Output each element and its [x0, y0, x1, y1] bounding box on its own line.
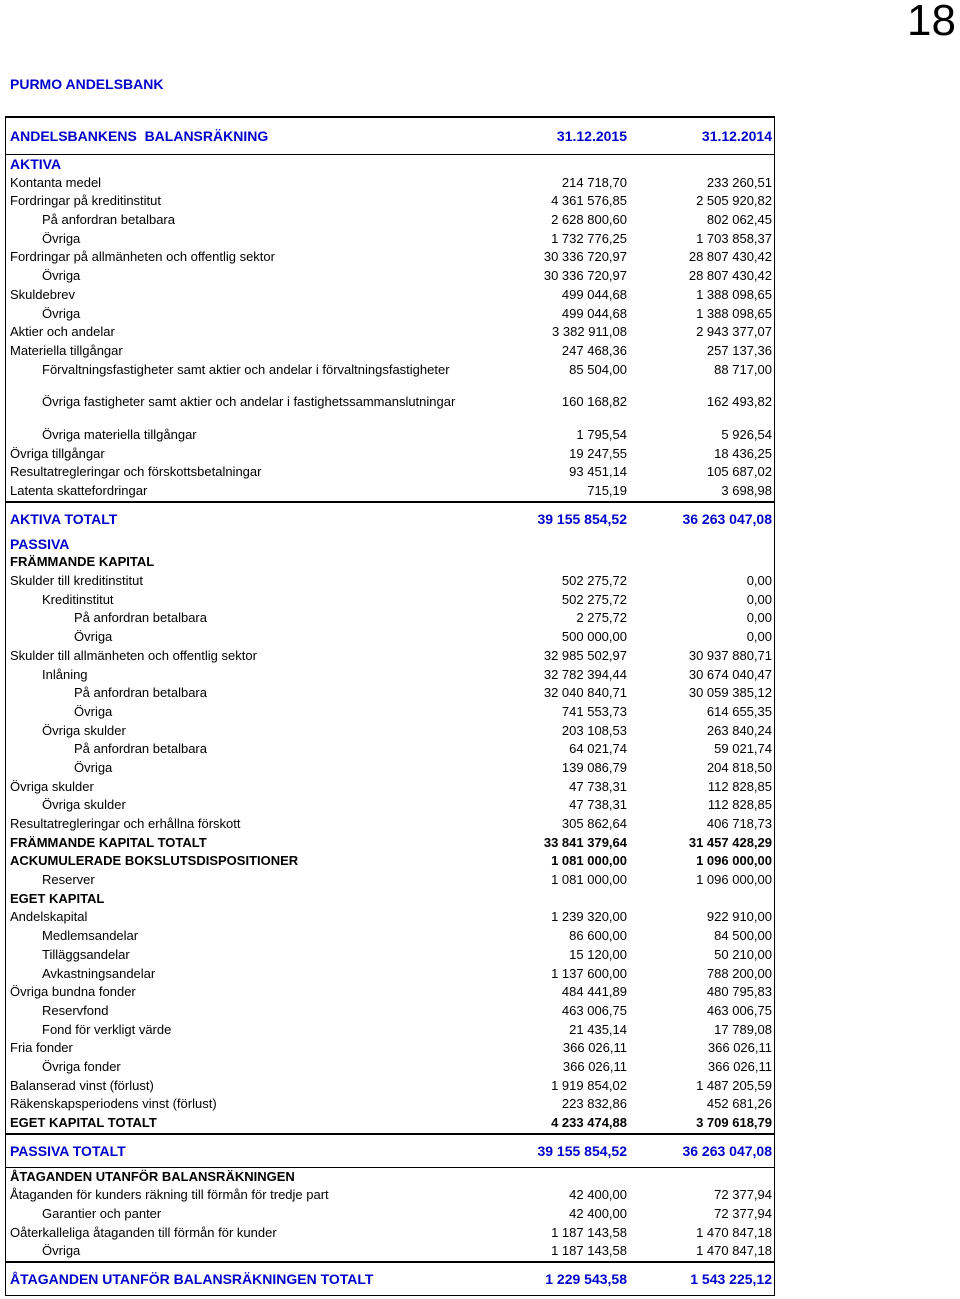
- value-2015: 30 336 720,97: [543, 249, 627, 265]
- row-label: Avkastningsandelar: [42, 965, 156, 981]
- value-2014: 59 021,74: [714, 741, 772, 757]
- value-2014: 366 026,11: [707, 1040, 772, 1056]
- table-row: [6, 230, 774, 249]
- table-row: [6, 684, 774, 703]
- value-2015: 1 919 854,02: [551, 1077, 627, 1093]
- row-label: Andelskapital: [10, 909, 88, 925]
- row-label: På anfordran betalbara: [74, 741, 207, 757]
- row-label: Övriga skulder: [10, 778, 94, 794]
- table-row: [6, 609, 774, 628]
- table-row: [6, 412, 774, 426]
- table-row: [6, 1134, 774, 1168]
- table-row: [6, 908, 774, 927]
- value-2014: 36 263 047,08: [682, 1142, 772, 1159]
- row-label: Resultatregleringar och förskottsbetalningar: [10, 464, 262, 480]
- table-row: [6, 1242, 774, 1262]
- value-2015: 203 108,53: [561, 722, 627, 738]
- value-2015: 139 086,79: [561, 759, 627, 775]
- row-label: Tilläggsandelar: [42, 946, 130, 962]
- table-row: [6, 267, 774, 286]
- row-label: Övriga skulder: [42, 722, 126, 738]
- table-row: [6, 666, 774, 685]
- row-label: Skuldebrev: [10, 286, 76, 302]
- table-row: [6, 1224, 774, 1243]
- row-label: Åtaganden för kunders räkning till förmån för tredje part: [10, 1187, 329, 1203]
- value-2014: 72 377,94: [714, 1187, 772, 1203]
- value-2015: 499 044,68: [561, 286, 627, 302]
- value-2014: 3 709 618,79: [696, 1115, 772, 1130]
- value-2014: 1 388 098,65: [696, 305, 772, 321]
- value-2014: 30 674 040,47: [688, 666, 772, 682]
- row-label: Oåterkalleliga åtaganden till förmån för kunder: [10, 1224, 277, 1240]
- table-row: [6, 927, 774, 946]
- value-2014: 1 703 858,37: [696, 230, 772, 246]
- value-2015: 1 795,54: [576, 426, 627, 442]
- table-row: [6, 445, 774, 464]
- row-label: Övriga materiella tillgångar: [42, 426, 197, 442]
- value-2015: 463 006,75: [561, 1002, 627, 1018]
- value-2015: 39 155 854,52: [537, 1142, 627, 1159]
- table-row: [6, 155, 774, 174]
- value-2014: 36 263 047,08: [682, 510, 772, 527]
- value-2014: 17 789,08: [714, 1021, 772, 1037]
- value-2014: 1 470 847,18: [696, 1243, 772, 1259]
- table-row: [6, 778, 774, 797]
- row-label: Övriga: [42, 1243, 81, 1259]
- row-label: Fond för verkligt värde: [42, 1021, 172, 1037]
- value-2014: 922 910,00: [706, 909, 772, 925]
- value-2015: 15 120,00: [569, 946, 627, 962]
- value-2014: 112 828,85: [707, 797, 772, 813]
- value-2014: 84 500,00: [714, 928, 772, 944]
- row-label: Fria fonder: [10, 1040, 73, 1056]
- value-2014: 204 818,50: [706, 759, 772, 775]
- value-2015: 502 275,72: [561, 573, 627, 589]
- table-body: [6, 155, 774, 1295]
- table-row: [6, 211, 774, 230]
- table-row: [6, 759, 774, 778]
- value-2015: 741 553,73: [561, 703, 627, 719]
- value-2015: 32 040 840,71: [543, 685, 627, 701]
- value-2015: 39 155 854,52: [537, 510, 627, 527]
- table-row: [6, 502, 774, 535]
- value-2015: 160 168,82: [561, 394, 627, 410]
- row-label: Övriga: [74, 629, 113, 645]
- row-label: EGET KAPITAL TOTALT: [10, 1115, 157, 1130]
- value-2014: 1 388 098,65: [696, 286, 772, 302]
- table-row: [6, 463, 774, 482]
- row-label: EGET KAPITAL: [10, 890, 105, 906]
- value-2015: 42 400,00: [569, 1187, 627, 1203]
- row-label: På anfordran betalbara: [74, 685, 207, 701]
- value-2014: 2 943 377,07: [696, 324, 772, 340]
- row-label: ÅTAGANDEN UTANFÖR BALANSRÄKNINGEN: [10, 1168, 295, 1184]
- value-2015: 1 081 000,00: [551, 872, 627, 888]
- balance-sheet-table: [5, 116, 775, 1296]
- table-row: [6, 286, 774, 305]
- table-row: [6, 796, 774, 815]
- row-label: Övriga fonder: [42, 1058, 121, 1074]
- value-2014: 30 059 385,12: [688, 685, 772, 701]
- value-2014: 788 200,00: [706, 965, 772, 981]
- table-row: [6, 1002, 774, 1021]
- table-row: [6, 1095, 774, 1114]
- value-2015: 32 985 502,97: [543, 647, 627, 663]
- table-row: [6, 305, 774, 324]
- value-2014: 1 096 000,00: [696, 853, 772, 869]
- value-2014: 366 026,11: [707, 1058, 772, 1074]
- value-2015: 499 044,68: [561, 305, 627, 321]
- value-2015: 86 600,00: [569, 928, 627, 944]
- page-number: 18: [907, 0, 956, 45]
- row-label: Övriga bundna fonder: [10, 984, 136, 1000]
- row-label: AKTIVA TOTALT: [10, 510, 118, 527]
- value-2015: 366 026,11: [562, 1040, 627, 1056]
- table-row: [6, 535, 774, 554]
- row-label: Övriga tillgångar: [10, 445, 105, 461]
- value-2015: 502 275,72: [561, 591, 627, 607]
- column-header-2015: 31.12.2015: [556, 128, 627, 144]
- row-label: På anfordran betalbara: [74, 610, 207, 626]
- value-2015: 33 841 379,64: [543, 834, 627, 850]
- value-2015: 305 862,64: [561, 816, 627, 831]
- value-2014: 105 687,02: [706, 464, 772, 480]
- table-row: [6, 323, 774, 342]
- row-label: ÅTAGANDEN UTANFÖR BALANSRÄKNINGEN TOTALT: [10, 1271, 374, 1288]
- value-2015: 64 021,74: [569, 741, 627, 757]
- value-2014: 0,00: [746, 610, 772, 626]
- table-row: [6, 946, 774, 965]
- value-2015: 3 382 911,08: [552, 324, 627, 340]
- table-row: [6, 572, 774, 591]
- value-2014: 480 795,83: [706, 984, 772, 1000]
- table-row: [6, 361, 774, 380]
- table-row: [6, 1205, 774, 1224]
- value-2015: 1 239 320,00: [551, 909, 627, 925]
- row-label: PASSIVA TOTALT: [10, 1142, 126, 1159]
- value-2014: 1 470 847,18: [696, 1224, 772, 1240]
- row-label: ACKUMULERADE BOKSLUTSDISPOSITIONER: [10, 853, 299, 869]
- row-label: Fordringar på kreditinstitut: [10, 193, 162, 209]
- value-2015: 1 081 000,00: [551, 853, 627, 869]
- row-label: FRÄMMANDE KAPITAL TOTALT: [10, 834, 207, 850]
- row-label: Kontanta medel: [10, 174, 102, 190]
- table-row: [6, 983, 774, 1002]
- row-label: Övriga: [42, 268, 81, 284]
- value-2015: 4 233 474,88: [551, 1115, 627, 1130]
- value-2014: 233 260,51: [706, 174, 772, 190]
- table-row: [6, 703, 774, 722]
- row-label: Övriga: [74, 759, 113, 775]
- row-label: Aktier och andelar: [10, 324, 115, 340]
- value-2015: 1 137 600,00: [551, 965, 627, 981]
- row-label: Latenta skattefordringar: [10, 483, 148, 498]
- table-row: [6, 740, 774, 759]
- value-2015: 214 718,70: [561, 174, 627, 190]
- value-2015: 32 782 394,44: [543, 666, 627, 682]
- value-2015: 93 451,14: [569, 464, 627, 480]
- table-row: [6, 871, 774, 890]
- table-row: [6, 1058, 774, 1077]
- row-label: Reservfond: [42, 1002, 109, 1018]
- value-2015: 223 832,86: [561, 1096, 627, 1112]
- value-2014: 50 210,00: [714, 946, 772, 962]
- value-2015: 85 504,00: [569, 361, 627, 377]
- value-2014: 28 807 430,42: [688, 268, 772, 284]
- row-label: AKTIVA: [10, 156, 62, 172]
- table-row: [6, 852, 774, 871]
- row-label: Reserver: [42, 872, 95, 888]
- value-2015: 2 628 800,60: [551, 212, 627, 228]
- value-2015: 1 187 143,58: [551, 1224, 627, 1240]
- row-label: Fordringar på allmänheten och offentlig sektor: [10, 249, 275, 265]
- value-2014: 0,00: [746, 591, 772, 607]
- row-label: Övriga skulder: [42, 797, 126, 813]
- value-2014: 263 840,24: [706, 722, 772, 738]
- row-label: Materiella tillgångar: [10, 342, 123, 358]
- value-2014: 257 137,36: [706, 342, 772, 358]
- value-2014: 112 828,85: [707, 778, 772, 794]
- row-label: Inlåning: [42, 666, 88, 682]
- value-2014: 0,00: [746, 629, 772, 645]
- row-label: Övriga: [42, 230, 81, 246]
- table-header: [6, 118, 774, 155]
- table-row: [6, 482, 774, 502]
- value-2014: 3 698,98: [721, 483, 772, 498]
- row-label: Förvaltningsfastigheter samt aktier och andelar i förvaltningsfastigheter: [42, 361, 450, 377]
- value-2015: 715,19: [587, 483, 627, 498]
- table-row: [6, 1168, 774, 1187]
- value-2014: 0,00: [746, 573, 772, 589]
- value-2014: 88 717,00: [714, 361, 772, 377]
- value-2014: 463 006,75: [706, 1002, 772, 1018]
- table-row: [6, 553, 774, 572]
- value-2015: 1 229 543,58: [545, 1271, 627, 1288]
- value-2015: 21 435,14: [569, 1021, 627, 1037]
- table-row: [6, 591, 774, 610]
- value-2015: 1 732 776,25: [551, 230, 627, 246]
- value-2014: 30 937 880,71: [688, 647, 772, 663]
- value-2015: 500 000,00: [561, 629, 627, 645]
- table-row: [6, 628, 774, 647]
- value-2014: 406 718,73: [706, 816, 772, 831]
- row-label: Skulder till allmänheten och offentlig sektor: [10, 647, 257, 663]
- table-title: ANDELSBANKENS BALANSRÄKNING: [10, 128, 269, 144]
- row-label: Kreditinstitut: [42, 591, 114, 607]
- table-row: [6, 1114, 774, 1134]
- row-label: Garantier och panter: [42, 1206, 162, 1222]
- table-row: [6, 1186, 774, 1205]
- table-row: [6, 393, 774, 412]
- value-2014: 162 493,82: [706, 394, 772, 410]
- value-2014: 18 436,25: [714, 445, 772, 461]
- bank-name: PURMO ANDELSBANK: [10, 76, 164, 92]
- value-2014: 452 681,26: [706, 1096, 772, 1112]
- table-row: [6, 342, 774, 361]
- table-row: [6, 1262, 774, 1295]
- value-2015: 4 361 576,85: [551, 193, 627, 209]
- value-2015: 366 026,11: [562, 1058, 627, 1074]
- table-row: [6, 192, 774, 211]
- value-2015: 47 738,31: [569, 797, 627, 813]
- value-2015: 1 187 143,58: [551, 1243, 627, 1259]
- table-row: [6, 890, 774, 909]
- table-row: [6, 647, 774, 666]
- value-2015: 2 275,72: [576, 610, 627, 626]
- row-label: Medlemsandelar: [42, 928, 139, 944]
- value-2014: 2 505 920,82: [696, 193, 772, 209]
- value-2014: 1 487 205,59: [696, 1077, 772, 1093]
- value-2015: 47 738,31: [569, 778, 627, 794]
- row-label: På anfordran betalbara: [42, 212, 175, 228]
- row-label: Övriga fastigheter samt aktier och andelar i fastighetssammanslutningar: [42, 394, 456, 410]
- table-row: [6, 965, 774, 984]
- row-label: Räkenskapsperiodens vinst (förlust): [10, 1096, 217, 1112]
- table-row: [6, 834, 774, 853]
- value-2014: 72 377,94: [714, 1206, 772, 1222]
- row-label: PASSIVA: [10, 535, 70, 552]
- table-row: [6, 1021, 774, 1040]
- table-row: [6, 722, 774, 741]
- table-row: [6, 1077, 774, 1096]
- value-2015: 484 441,89: [561, 984, 627, 1000]
- table-row: [6, 379, 774, 393]
- value-2014: 5 926,54: [721, 426, 772, 442]
- table-row: [6, 248, 774, 267]
- table-row: [6, 815, 774, 834]
- value-2015: 19 247,55: [569, 445, 627, 461]
- value-2014: 802 062,45: [706, 212, 772, 228]
- value-2014: 1 096 000,00: [696, 872, 772, 888]
- table-row: [6, 174, 774, 193]
- value-2015: 247 468,36: [561, 342, 627, 358]
- row-label: Skulder till kreditinstitut: [10, 573, 143, 589]
- row-label: Övriga: [42, 305, 81, 321]
- table-row: [6, 1039, 774, 1058]
- column-header-2014: 31.12.2014: [701, 128, 772, 144]
- row-label: Balanserad vinst (förlust): [10, 1077, 154, 1093]
- value-2014: 28 807 430,42: [688, 249, 772, 265]
- value-2015: 30 336 720,97: [543, 268, 627, 284]
- value-2014: 1 543 225,12: [690, 1271, 772, 1288]
- row-label: Övriga: [74, 703, 113, 719]
- value-2015: 42 400,00: [569, 1206, 627, 1222]
- table-row: [6, 426, 774, 445]
- row-label: FRÄMMANDE KAPITAL: [10, 554, 155, 570]
- value-2014: 614 655,35: [706, 703, 772, 719]
- value-2014: 31 457 428,29: [688, 834, 772, 850]
- row-label: Resultatregleringar och erhållna förskott: [10, 816, 241, 831]
